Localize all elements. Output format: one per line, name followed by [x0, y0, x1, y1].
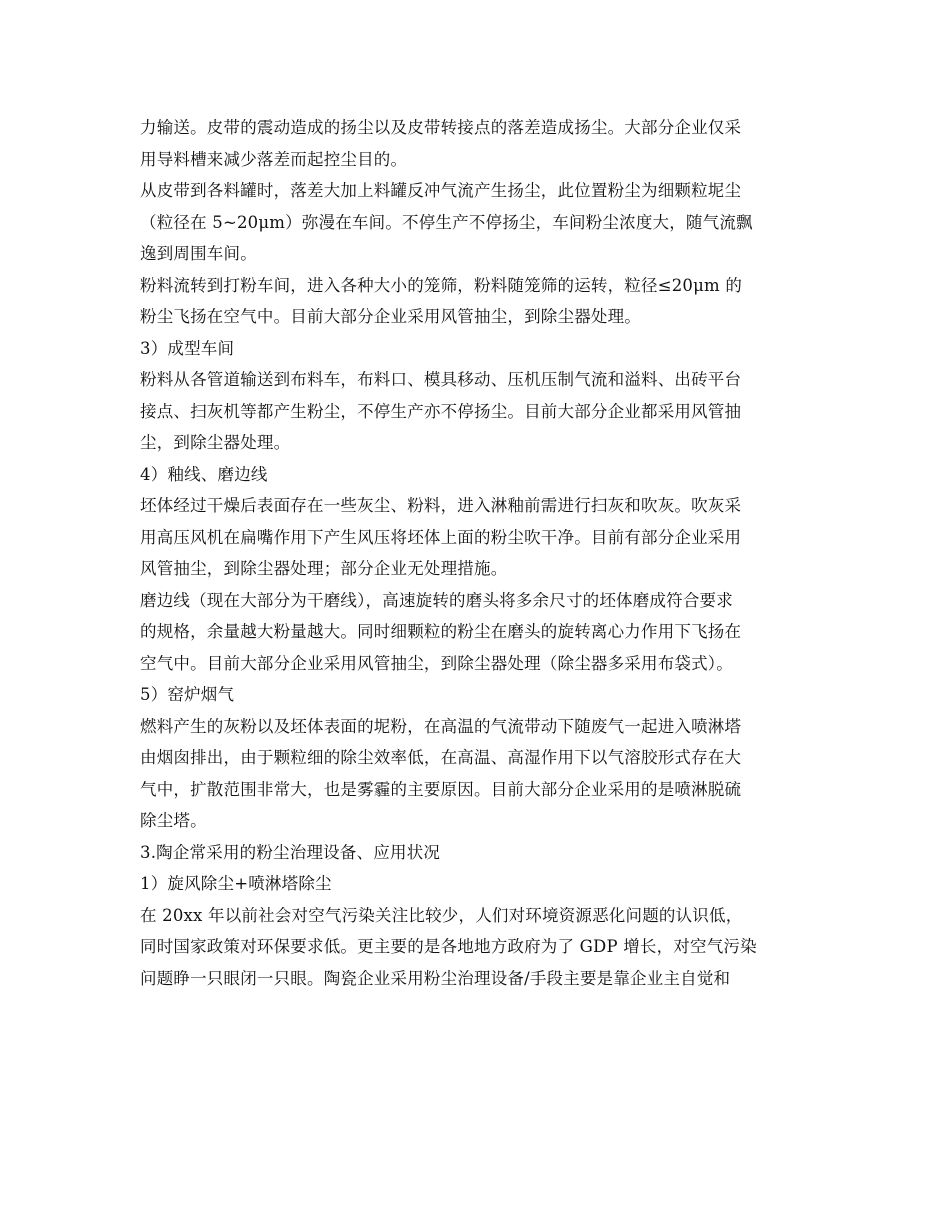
text-line: 同时国家政策对环保要求低。更主要的是各地地方政府为了 GDP 增长，对空气污染 [140, 937, 757, 956]
text-line: 坯体经过干燥后表面存在一些灰尘、粉料，进入淋釉前需进行扫灰和吹灰。吹灰采 [140, 496, 742, 515]
text-line: 风管抽尘，到除尘器处理；部分企业无处理措施。 [140, 559, 508, 578]
text-line: 由烟囱排出，由于颗粒细的除尘效率低，在高温、高湿作用下以气溶胶形式存在大 [140, 748, 742, 767]
text-line: 问题睁一只眼闭一只眼。陶瓷企业采用粉尘治理设备/手段主要是靠企业主自觉和 [140, 968, 731, 988]
text-line: 力输送。皮带的震动造成的扬尘以及皮带转接点的落差造成扬尘。大部分企业仅采 [140, 118, 742, 137]
text-line: 逸到周围车间。 [140, 244, 257, 263]
text-line: 气中，扩散范围非常大，也是雾霾的主要原因。目前大部分企业采用的是喷淋脱硫 [140, 779, 742, 799]
section-heading: 3）成型车间 [140, 338, 235, 358]
section-heading: 3.陶企常采用的粉尘治理设备、应用状况 [140, 842, 441, 862]
text-line: 在 20xx 年以前社会对空气污染关注比较少，人们对环境资源恶化问题的认识低， [140, 905, 743, 925]
text-line: 磨边线（现在大部分为干磨线），高速旋转的磨头将多余尺寸的坯体磨成符合要求 [140, 590, 733, 610]
text-line: 空气中。目前大部分企业采用风管抽尘，到除尘器处理（除尘器多采用布袋式）。 [140, 653, 733, 673]
text-line: 用高压风机在扁嘴作用下产生风压将坯体上面的粉尘吹干净。目前有部分企业采用 [140, 527, 742, 547]
text-line: 尘，到除尘器处理。 [140, 433, 291, 452]
section-heading: 4）釉线、磨边线 [140, 464, 268, 484]
text-line: 的规格，余量越大粉量越大。同时细颗粒的粉尘在磨头的旋转离心力作用下飞扬在 [140, 622, 742, 641]
text-line: 燃料产生的灰粉以及坯体表面的坭粉，在高温的气流带动下随废气一起进入喷淋塔 [140, 716, 742, 736]
text-line: 接点、扫灰机等都产生粉尘，不停生产亦不停扬尘。目前大部分企业都采用风管抽 [140, 401, 742, 421]
section-heading: 5）窑炉烟气 [140, 685, 235, 704]
text-line: 粉料流转到打粉车间，进入各种大小的笼筛，粉料随笼筛的运转，粒径≤20μm 的 [140, 275, 743, 295]
document-body [140, 112, 820, 994]
text-line: 从皮带到各料罐时，落差大加上料罐反冲气流产生扬尘，此位置粉尘为细颗粒坭尘 [140, 181, 742, 200]
text-line: 用导料槽来减少落差而起控尘目的。 [140, 149, 408, 169]
text-line: 除尘塔。 [140, 811, 207, 830]
text-line: 粉尘飞扬在空气中。目前大部分企业采用风管抽尘，到除尘器处理。 [140, 307, 641, 326]
text-line: 粉料从各管道输送到布料车，布料口、模具移动、压机压制气流和溢料、出砖平台 [140, 370, 742, 389]
section-heading: 1）旋风除尘+喷淋塔除尘 [140, 874, 332, 893]
text-line: （粒径在 5~20μm）弥漫在车间。不停生产不停扬尘，车间粉尘浓度大，随气流飘 [140, 212, 753, 232]
